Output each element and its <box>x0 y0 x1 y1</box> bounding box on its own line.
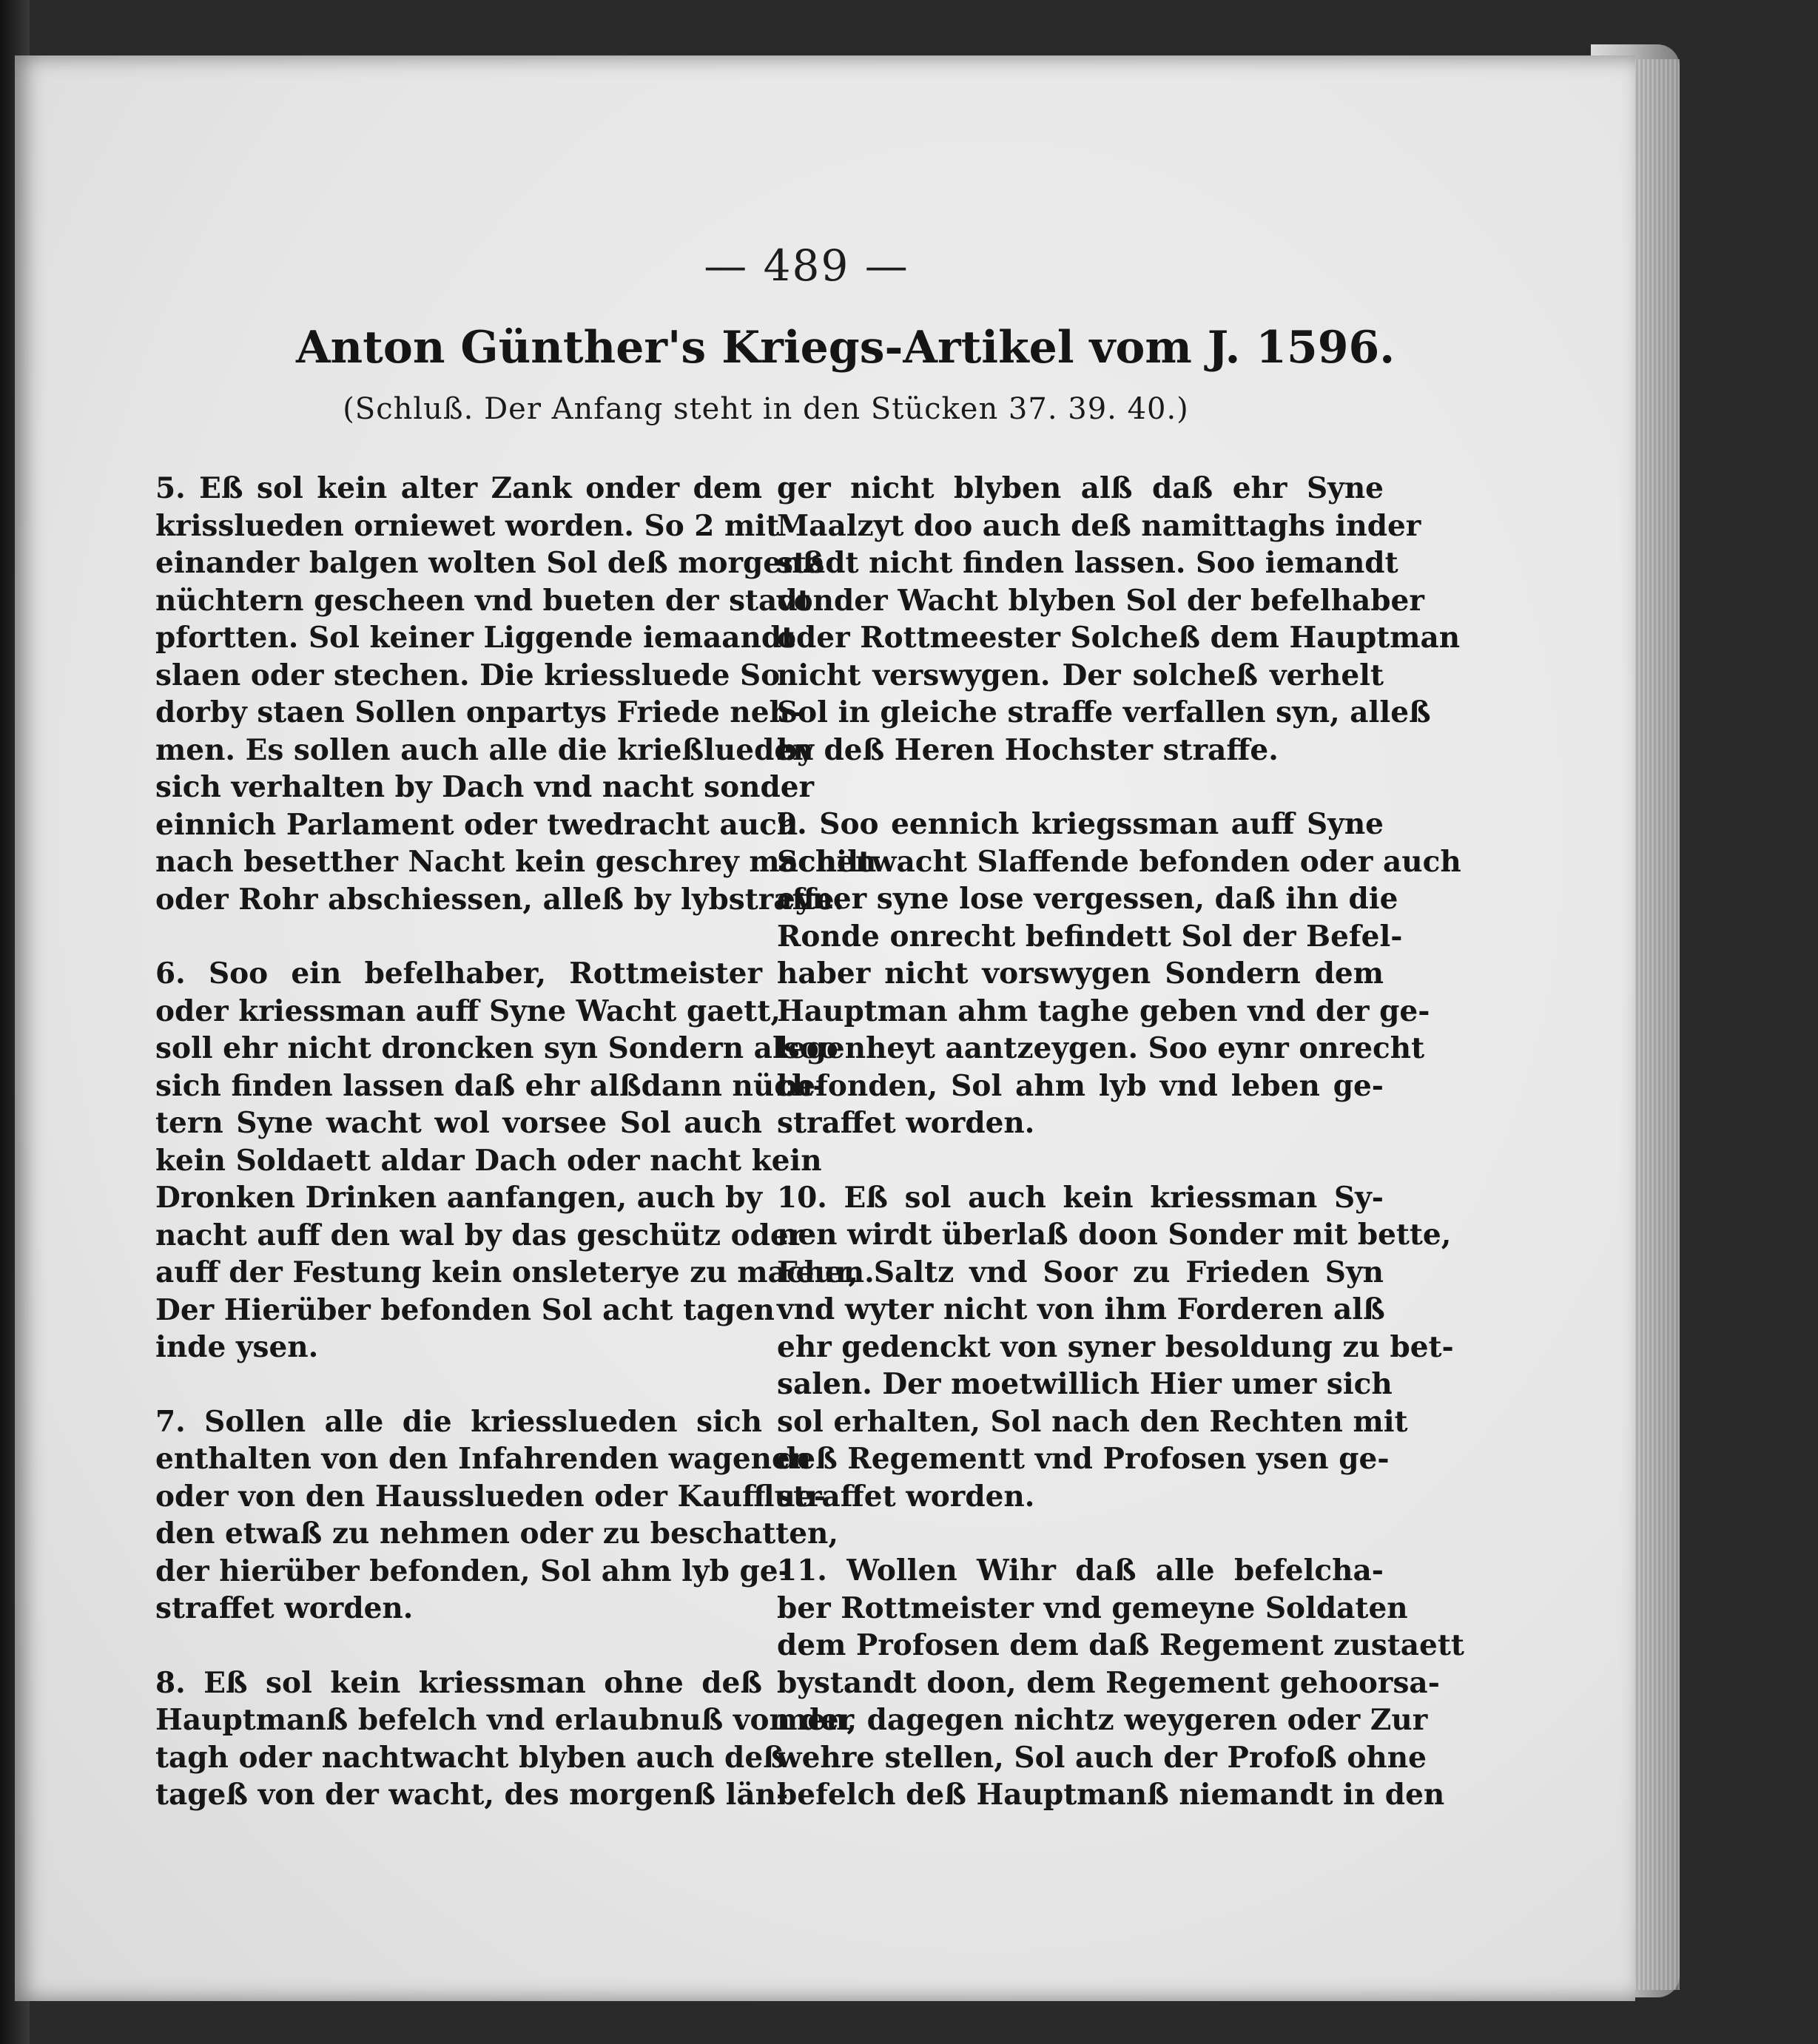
text-line: sol erhalten, Sol nach den Rechten mit <box>777 1404 1408 1439</box>
text-line: oder kriessman auff Syne Wacht gaett, <box>155 994 781 1028</box>
text-line: ehr gedenckt von syner besoldung zu bet- <box>777 1329 1454 1364</box>
text-line: ber Rottmeister vnd gemeyne Soldaten <box>777 1591 1408 1625</box>
paragraph-gap <box>777 769 1384 806</box>
article-paragraph <box>155 1403 838 1628</box>
text-line: oder von den Haussluеden oder Kaufflue- <box>155 1479 826 1514</box>
text-line: Maalzyt doo auch deß namittaghs inder <box>777 508 1421 543</box>
paragraph-gap <box>155 1628 762 1664</box>
text-line: der hierüber befonden, Sol ahm lyb ge- <box>155 1554 790 1588</box>
text-line: Der Hierüber befonden Sol acht tagen <box>155 1292 775 1327</box>
text-line: 7. Sollen alle die kriesslueden sich <box>155 1404 762 1439</box>
text-line: oder Rottmeester Solcheß dem Hauptman <box>777 621 1461 655</box>
text-line: stadt nicht finden lassen. Soo iemandt <box>777 546 1398 580</box>
text-line: oder Rohr abschiessen, alleß by lybstraffe. <box>155 882 844 917</box>
text-line: tagh oder nachtwacht blyben auch deß <box>155 1740 785 1775</box>
paragraph-gap <box>777 1515 1384 1552</box>
text-line: Schiltwacht Slaffende befonden oder auch <box>777 844 1461 879</box>
text-line: men, dagegen nichtz weygeren oder Zur <box>777 1703 1428 1737</box>
text-line: auff der Festung kein onsleterye zu machen. <box>155 1255 875 1289</box>
left-column <box>155 470 877 1814</box>
text-line: straffet worden. <box>155 1591 414 1625</box>
text-line: salen. Der moetwillich Hier umer sich <box>777 1367 1393 1401</box>
text-line: eyner syne lose vergessen, daß ihn die <box>777 882 1398 916</box>
text-line: Hauptmanß befelch vnd erlaubnuß von der <box>155 1703 855 1737</box>
text-line: straffet worden. <box>777 1106 1035 1140</box>
page-subtitle: (Schluß. Der Anfang steht in den Stücken 37. 39. 40.) <box>343 392 1189 426</box>
text-line: inde ysen. <box>155 1330 319 1364</box>
text-line: befonden, Sol ahm lyb vnd leben ge- <box>777 1068 1384 1103</box>
text-line: Feur, Saltz vnd Soor zu Frieden Syn <box>777 1255 1384 1289</box>
paragraph-gap <box>155 918 762 955</box>
text-line: vonder Wacht blyben Sol der befelhaber <box>777 583 1424 618</box>
text-line: dorby staen Sollen onpartys Friede neh- <box>155 695 803 729</box>
page-number: — 489 — <box>704 240 909 291</box>
right-column <box>777 470 1464 1814</box>
text-line: 5. Eß sol kein alter Zank onder dem <box>155 471 762 505</box>
text-line: nacht auff den wal by das geschütz oder <box>155 1218 804 1252</box>
article-paragraph <box>155 1664 855 1814</box>
text-line: nicht verswygen. Der solcheß verhelt <box>777 658 1384 692</box>
text-line: Ronde onrecht befindett Sol der Befel- <box>777 919 1403 954</box>
article-paragraph <box>777 1179 1454 1516</box>
text-line: sich finden lassen daß ehr alßdann nüch- <box>155 1068 825 1103</box>
text-line: bystandt doon, dem Regement gehoorsa- <box>777 1665 1440 1700</box>
text-line: tern Syne wacht wol vorsee Sol auch <box>155 1106 762 1140</box>
text-line: soll ehr nicht droncken syn Sondern alsoo <box>155 1031 838 1065</box>
paragraph-gap <box>155 1366 762 1403</box>
text-line: 8. Eß sol kein kriessman ohne deß <box>155 1665 762 1700</box>
text-line: by deß Heren Hochster straffe. <box>777 732 1279 767</box>
article-paragraph <box>777 1552 1464 1814</box>
text-line: einnich Parlament oder twedracht auch <box>155 807 798 842</box>
article-paragraph <box>777 806 1461 1142</box>
book-page <box>15 55 1635 2001</box>
text-line: Dronken Drinken aanfangen, auch by <box>155 1181 762 1215</box>
text-line: tageß von der wacht, des morgenß län- <box>155 1778 789 1812</box>
text-line: nach besetther Nacht kein geschrey machen <box>155 845 877 879</box>
text-line: wehre stellen, Sol auch der Profoß ohne <box>777 1740 1427 1775</box>
text-line: ger nicht blyben alß daß ehr Syne <box>777 471 1384 505</box>
article-paragraph <box>155 955 875 1366</box>
text-line: 11. Wollen Wihr daß alle befelcha- <box>777 1554 1384 1588</box>
text-line: 6. Soo ein befelhaber, Rottmeister <box>155 957 762 991</box>
text-line: nüchtern gescheen vnd bueten der stadt <box>155 583 811 618</box>
text-line: enthalten von den Infahrenden wagenen <box>155 1442 812 1476</box>
text-line: nen wirdt überlaß doon Sonder mit bette, <box>777 1218 1452 1252</box>
text-line: Hauptman ahm taghe geben vnd der ge- <box>777 994 1430 1028</box>
text-line: den etwaß zu nehmen oder zu beschatten, <box>155 1517 838 1551</box>
text-line: kein Soldaett aldar Dach oder nacht kein <box>155 1143 822 1178</box>
text-line: krisslueden orniewet worden. So 2 mit <box>155 508 780 543</box>
page-title: Anton Günther's Kriegs-Artikel vom J. 1596. <box>296 322 1396 374</box>
text-line: haber nicht vorswygen Sondern dem <box>777 957 1384 991</box>
text-line: deß Regementt vnd Profosen ysen ge- <box>777 1442 1390 1476</box>
text-line: vnd wyter nicht von ihm Forderen alß <box>777 1292 1385 1326</box>
article-paragraph <box>777 470 1461 769</box>
text-line: befelch deß Hauptmanß niemandt in den <box>777 1778 1445 1812</box>
paragraph-gap <box>777 1142 1384 1179</box>
text-line: Sol in gleiche straffe verfallen syn, alleß <box>777 695 1431 729</box>
text-line: slaen oder stechen. Die kriessluede So <box>155 658 781 692</box>
text-line: einander balgen wolten Sol deß morgenß <box>155 546 825 580</box>
text-line: men. Es sollen auch alle die krießlueden <box>155 732 814 767</box>
text-line: legenheyt aantzeygen. Soo eynr onrecht <box>777 1031 1425 1065</box>
text-line: straffet worden. <box>777 1479 1035 1514</box>
text-line: sich verhalten by Dach vnd nacht sonder <box>155 770 815 804</box>
text-line: dem Profosen dem daß Regement zustaett <box>777 1628 1464 1662</box>
text-line: pfortten. Sol keiner Liggende iemaandt <box>155 621 795 655</box>
text-line: 10. Eß sol auch kein kriessman Sy- <box>777 1180 1384 1215</box>
article-paragraph <box>155 470 877 918</box>
text-line: 9. Soo eennich kriegssman auff Syne <box>777 807 1384 841</box>
